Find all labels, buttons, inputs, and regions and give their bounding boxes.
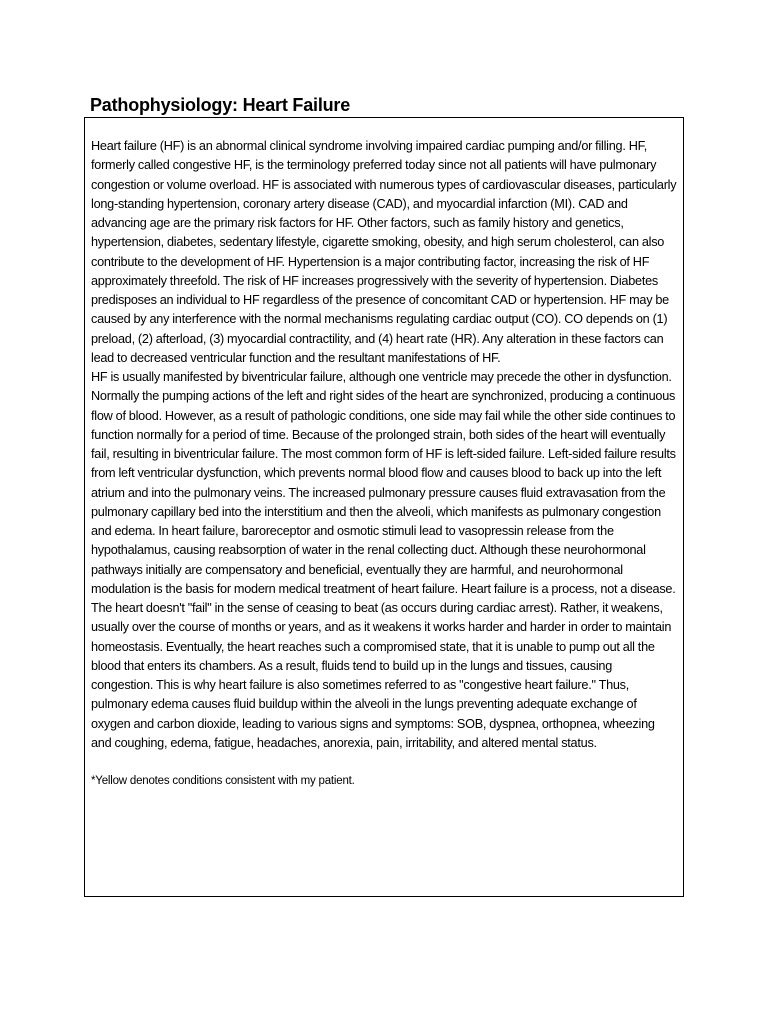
spacer [91,753,677,772]
footnote: *Yellow denotes conditions consistent with my patient. [91,775,355,787]
content-box [84,117,684,897]
page-title: Pathophysiology: Heart Failure [90,95,351,115]
paragraph-biventricular-failure: HF is usually manifested by biventricular failure, although one ventricle may precede the other in dysfunction. Normally the pumping actions of the left and right sides of the heart are synchronized, producing a continuous flow of blood. However, as a result of pathologic conditions, one side may fail while the other side continues to function normally for a period of time. Because of the prolonged strain, both sides of the heart will eventually fail, resulting in biventricular failure. The most common form of HF is left-sided failure. Left-sided failure results from left ventricular dysfunction, which prevents normal blood flow and causes blood to back up into the left atrium and into the pulmonary veins. The increased pulmonary pressure causes fluid extravasation from the pulmonary capillary bed into the interstitium and then the alveoli, which manifests as pulmonary congestion and edema. In heart failure, baroreceptor and osmotic stimuli lead to vasopressin release from the hypothalamus, causing reabsorption of water in the renal collecting duct. Although these neurohormonal pathways initially are compensatory and beneficial, eventually they are harmful, and neurohormonal modulation is the basis for modern medical treatment of heart failure. Heart failure is a process, not a disease. The heart doesn't "fail" in the sense of ceasing to beat (as occurs during cardiac arrest). Rather, it weakens, usually over the course of months or years, and as it weakens it works harder and harder in order to maintain homeostasis. Eventually, the heart reaches such a compromised state, that it is unable to pump out all the blood that enters its chambers. As a result, fluids tend to build up in the lungs and tissues, causing congestion. This is why heart failure is also sometimes referred to as "congestive heart failure." Thus, pulmonary edema causes fluid buildup within the alveoli in the lungs preventing adequate exchange of oxygen and carbon dioxide, leading to various signs and symptoms: SOB, dyspnea, orthopnea, wheezing and coughing, edema, fatigue, headaches, anorexia, pain, irritability, and altered mental status. [91,370,676,750]
paragraph-overview: Heart failure (HF) is an abnormal clinical syndrome involving impaired cardiac pumping and/or filling. HF, formerly called congestive HF, is the terminology preferred today since not all patients will have pulmonary congestion or volume overload. HF is associated with numerous types of cardiovascular diseases, particularly long-standing hypertension, coronary artery disease (CAD), and myocardial infarction (MI). CAD and advancing age are the primary risk factors for HF. Other factors, such as family history and genetics, hypertension, diabetes, sedentary lifestyle, cigarette smoking, obesity, and high serum cholesterol, can also contribute to the development of HF. Hypertension is a major contributing factor, increasing the risk of HF approximately threefold. The risk of HF increases progressively with the severity of hypertension. Diabetes predisposes an individual to HF regardless of the presence of concomitant CAD or hypertension. HF may be caused by any interference with the normal mechanisms regulating cardiac output (CO). CO depends on (1) preload, (2) afterload, (3) myocardial contractility, and (4) heart rate (HR). Any alteration in these factors can lead to decreased ventricular function and the resultant manifestations of HF. [91,139,677,365]
